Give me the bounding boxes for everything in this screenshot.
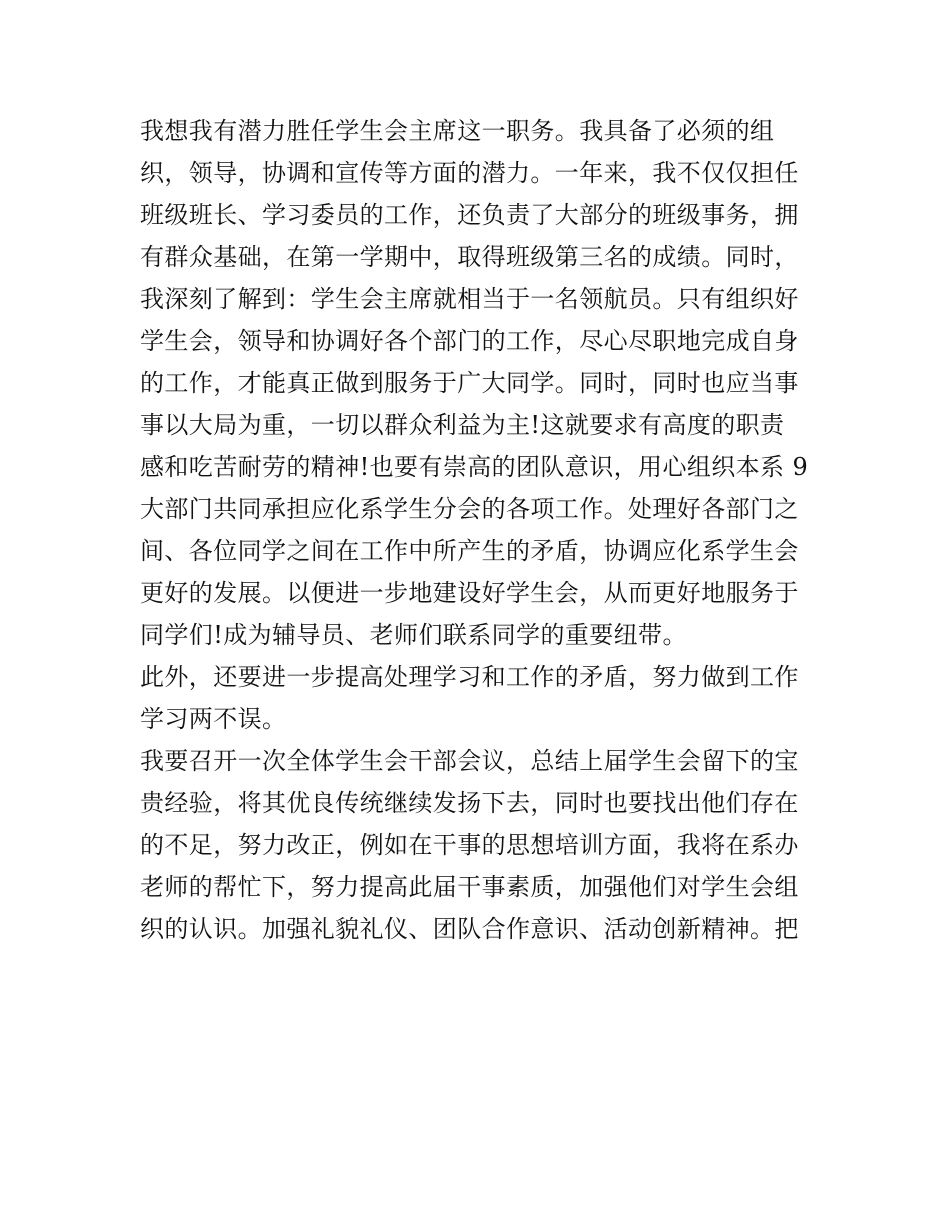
text-line: 学生会，领导和协调好各个部门的工作，尽心尽职地完成自身: [140, 327, 799, 355]
text-line: 有群众基础，在第一学期中，取得班级第三名的成绩。同时，: [140, 243, 799, 271]
text-line: 我深刻了解到：学生会主席就相当于一名领航员。只有组织好: [140, 285, 799, 313]
text-line: 的不足，努力改正，例如在干事的思想培训方面，我将在系办: [140, 831, 799, 859]
text-line: 老师的帮忙下，努力提高此届干事素质，加强他们对学生会组: [140, 873, 799, 901]
text-line: 感和吃苦耐劳的精神!也要有崇高的团队意识，用心组织本系 9: [140, 453, 809, 481]
text-line: 我要召开一次全体学生会干部会议，总结上届学生会留下的宝: [140, 747, 799, 775]
text-line: 贵经验，将其优良传统继续发扬下去，同时也要找出他们存在: [140, 789, 799, 817]
text-line: 大部门共同承担应化系学生分会的各项工作。处理好各部门之: [140, 495, 799, 523]
text-line: 织的认识。加强礼貌礼仪、团队合作意识、活动创新精神。把: [140, 915, 799, 943]
text-line: 学习两不误。: [140, 705, 287, 733]
text-line: 班级班长、学习委员的工作，还负责了大部分的班级事务，拥: [140, 201, 799, 229]
text-line: 织，领导，协调和宣传等方面的潜力。一年来，我不仅仅担任: [140, 159, 799, 187]
document-body: [140, 110, 820, 950]
text-line: 事以大局为重，一切以群众利益为主!这就要求有高度的职责: [140, 411, 785, 439]
text-line: 同学们!成为辅导员、老师们联系同学的重要纽带。: [140, 621, 687, 649]
text-line: 间、各位同学之间在工作中所产生的矛盾，协调应化系学生会: [140, 537, 799, 565]
text-line: 此外，还要进一步提高处理学习和工作的矛盾，努力做到工作: [140, 663, 799, 691]
text-line: 的工作，才能真正做到服务于广大同学。同时，同时也应当事: [140, 369, 799, 397]
text-line: 更好的发展。以便进一步地建设好学生会，从而更好地服务于: [140, 579, 799, 607]
text-line: 我想我有潜力胜任学生会主席这一职务。我具备了必须的组: [140, 117, 775, 145]
